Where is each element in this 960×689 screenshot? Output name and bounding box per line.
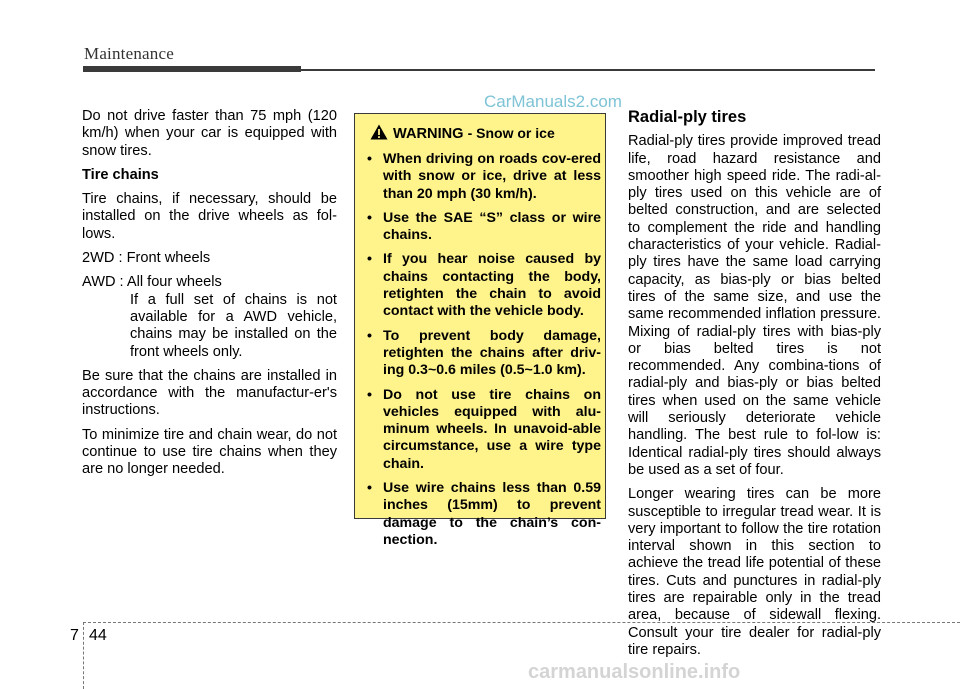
intro-paragraph: Do not drive faster than 75 mph (120 km/h) when your car is equipped with snow tires. [82, 108, 337, 159]
warning-triangle-icon [370, 124, 388, 140]
radial-paragraph-2: Longer wearing tires can be more susceptible to irregular tread wear. It is very important to follow the tire rotation interval shown in this section to achieve the tread life potential of these tires. Cuts and punctures in radial-ply tires are repairable only in the tread area, because of sidewall flexing. Consult your tire dealer for radial-ply tire repairs. [628, 486, 881, 658]
watermark-top: CarManuals2.com [484, 92, 622, 111]
warning-item: • When driving on roads cov-ered with snow or ice, drive at less than 20 mph (30 km/h). [367, 151, 601, 202]
line-awd: AWD : All four wheels [82, 274, 222, 291]
warning-title: WARNING [393, 126, 464, 142]
footer-rule [83, 622, 960, 623]
warning-item: • Use the SAE “S” class or wire chains. [367, 209, 601, 244]
bullet-icon: • [367, 386, 372, 403]
bullet-icon: • [367, 209, 372, 226]
chapter-number: 7 [70, 627, 79, 644]
bullet-icon: • [367, 327, 372, 344]
warning-subtitle: - Snow or ice [467, 125, 555, 141]
warning-list [365, 151, 601, 556]
page-number: 44 [89, 627, 107, 644]
install-paragraph: Be sure that the chains are installed in accordance with the manufactur-er's instructions. [82, 367, 337, 419]
warning-box [354, 113, 606, 548]
wear-paragraph: To minimize tire and chain wear, do not continue to use tire chains when they are no longer needed. [82, 426, 337, 478]
left-column [82, 108, 337, 486]
bullet-icon: • [367, 480, 372, 497]
footer-divider [83, 622, 84, 689]
radial-paragraph-1: Radial-ply tires provide improved tread life, road hazard resistance and smoother high speed ride. The radi-al-ply tires used on this vehicle are of belted construction, and are selected to complement the ride and handling characteristics of your vehicle. Radial-ply tires have the same load carrying capacity, as bias-ply or bias belted tires of the same size, and use the same recommended inflation pressure. Mixing of radial-ply tires with bias-ply or bias belted tires is not recommended. Any combina-tions of radial-ply and bias-ply or bias belted tires when used on the same vehicle will seriously deteriorate vehicle handling. The best rule to fol-low is: Identical radial-ply tires should always be used as a set of four. [628, 133, 881, 478]
warning-heading [393, 125, 555, 142]
line-2wd: 2WD : Front wheels [82, 250, 211, 267]
warning-item: • Use wire chains less than 0.59 inches (15mm) to prevent damage to the chain’s con-nection. [367, 480, 601, 548]
bullet-icon: • [367, 151, 372, 167]
tire-chains-heading: Tire chains [82, 166, 159, 183]
awd-note: If a full set of chains is not available for a AWD vehicle, chains may be installed on the front wheels only. [130, 291, 337, 360]
warning-item: • To prevent body damage, retighten the chains after driv-ing 0.3~0.6 miles (0.5~1.0 km). [367, 327, 601, 379]
bullet-icon: • [367, 251, 372, 268]
right-column [628, 109, 881, 666]
warning-item: • If you hear noise caused by chains contacting the body, retighten the chain to avoid contact with the vehicle body. [367, 251, 601, 320]
warning-item: • Do not use tire chains on vehicles equipped with alu-minum wheels. In unavoid-able circumstance, use a wire type chain. [367, 386, 601, 472]
header-rule-thin [301, 69, 875, 71]
section-title: Maintenance [84, 44, 174, 63]
header-rule-thick [83, 66, 301, 72]
watermark-bottom: carmanualsonline.info [528, 661, 741, 683]
chains-paragraph: Tire chains, if necessary, should be installed on the drive wheels as fol-lows. [82, 191, 337, 242]
radial-ply-heading: Radial-ply tires [628, 108, 747, 126]
